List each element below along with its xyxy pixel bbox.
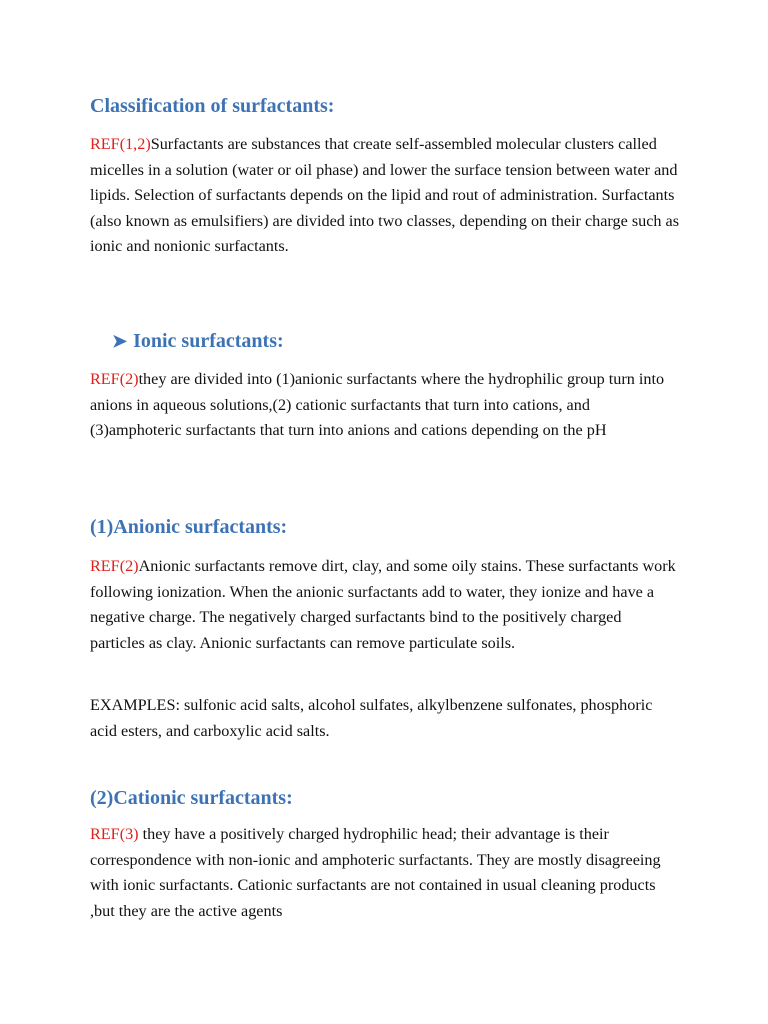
paragraph-text: they are divided into (1)anionic surfactants where the hydrophilic group turn into anions in aqueous solutions,(2) cationic surfactants that turn into cations, and (3)amphoteric surfactants that turn into anions and cations depending on the pH — [90, 370, 665, 439]
heading-cationic: (2)Cationic surfactants: — [90, 787, 293, 809]
heading-anionic: (1)Anionic surfactants: — [90, 516, 288, 538]
reference-marker: REF(2) — [90, 370, 139, 388]
paragraph-anionic — [90, 554, 680, 656]
paragraph-text: Surfactants are substances that create self-assembled molecular clusters called micelles in a solution (water or oil phase) and lower the surface tension between water and lipids. Selection of surfactants depends on the lipid and rout of administration. Surfactants (also known as emulsifiers) are divided into two classes, depending on their charge such as ionic and nonionic surfactants. — [90, 135, 680, 255]
reference-marker: REF(2) — [90, 557, 139, 575]
reference-marker: REF(3) — [90, 825, 139, 843]
paragraph-text: they have a positively charged hydrophilic head; their advantage is their correspondence with non-ionic and amphoteric surfactants. They are mostly disagreeing with ionic surfactants. Cationic surfactants are not contained in usual cleaning products ,but they are the active agents — [90, 825, 661, 920]
paragraph-anionic-examples — [90, 693, 680, 744]
arrow-bullet-icon: ➤ — [112, 331, 128, 351]
reference-marker: REF(1,2) — [90, 135, 151, 153]
paragraph-cationic — [90, 822, 680, 924]
heading-ionic: ➤ Ionic surfactants: — [112, 330, 284, 352]
paragraph-text: Anionic surfactants remove dirt, clay, and some oily stains. These surfactants work following ionization. When the anionic surfactants add to water, they ionize and have a negative charge. The negatively charged surfactants bind to the positively charged particles as clay. Anionic surfactants can remove particulate soils. — [90, 557, 676, 652]
paragraph-classification — [90, 132, 680, 260]
examples-text: EXAMPLES: sulfonic acid salts, alcohol sulfates, alkylbenzene sulfonates, phosphoric acid esters, and carboxylic acid salts. — [90, 696, 653, 740]
paragraph-ionic — [90, 367, 680, 444]
heading-classification: Classification of surfactants: — [90, 95, 335, 117]
